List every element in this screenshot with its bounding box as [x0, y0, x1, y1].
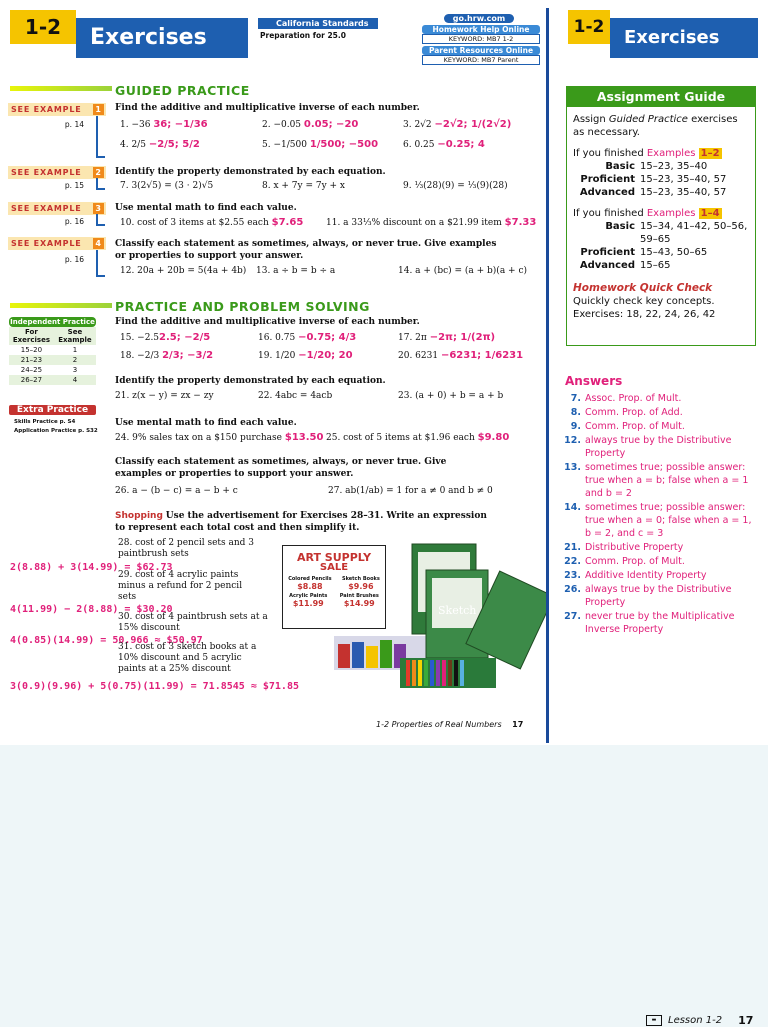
finish-text: If you finished	[573, 208, 647, 219]
footer-page-number: 17	[512, 720, 524, 729]
level-value: 15–23, 35–40	[640, 161, 708, 172]
finish-line-1	[573, 147, 749, 160]
answer-number: 22.	[564, 556, 581, 567]
level-label: Advanced	[579, 187, 635, 198]
parent-resources-link[interactable]: Parent Resources Online	[422, 46, 540, 55]
answer-text: sometimes true; possible answer: true when a = 0; false when a = 1, b = 2, and c = 3	[585, 502, 752, 539]
ip-col-header: See Example	[54, 327, 96, 345]
sidebar-lesson-badge: 1-2	[568, 10, 610, 44]
guided-section-bar	[10, 86, 112, 91]
ad-subtitle: SALE	[319, 562, 349, 573]
exercise-13: 13. a ÷ b = b ÷ a	[256, 266, 336, 276]
bracket	[96, 250, 105, 277]
example-number: 4	[93, 238, 104, 249]
exercise-19	[258, 350, 353, 361]
answer-text: Comm. Prop. of Mult.	[585, 421, 685, 432]
exercise-text: 18. −2/3	[120, 351, 160, 361]
paint-tube-blue	[352, 642, 364, 668]
level-row	[573, 246, 749, 259]
answer: −2√2; 1/(2√2)	[434, 119, 512, 130]
exercise-5	[262, 139, 378, 150]
ad-item	[289, 593, 327, 608]
exercise-31: 31. cost of 3 sketch books at a 10% discount and 5 acrylic paints at a 25% discount	[118, 642, 257, 674]
assignment-guide	[566, 86, 756, 346]
answer-text: always true by the Distributive Property	[585, 584, 732, 608]
parent-keyword: KEYWORD: MB7 Parent	[422, 55, 540, 65]
see-example-2	[8, 166, 106, 179]
practice-section-bar	[10, 303, 112, 308]
instruction: Find the additive and multiplicative inverse of each number.	[115, 317, 420, 327]
exercise-11	[326, 217, 536, 228]
independent-practice-heading: Independent Practice	[10, 318, 95, 326]
answer-number: 12.	[564, 435, 581, 446]
exercise-6	[403, 139, 485, 150]
pencil-pink	[442, 660, 446, 686]
answer: 0.05; −20	[303, 119, 359, 130]
intro-emphasis: Guided Practice	[608, 114, 688, 125]
example-number: 3	[93, 203, 104, 214]
see-example-label: SEE EXAMPLE	[11, 168, 82, 177]
examples-link[interactable]: Examples	[646, 208, 696, 219]
exercise-text: 11. a 33⅓% discount on a $21.99 item	[326, 218, 502, 228]
finish-line-2	[573, 207, 749, 220]
answer-item	[565, 583, 755, 609]
exercise-10	[120, 217, 303, 228]
exercise-text: 2. −0.05	[262, 120, 302, 130]
answers-heading: Answers	[565, 374, 623, 388]
level-label: Advanced	[579, 260, 635, 271]
see-example-label: SEE EXAMPLE	[11, 239, 82, 248]
answer-item	[565, 406, 755, 419]
level-row	[573, 259, 749, 272]
exercise-text: 25. cost of 5 items at $1.96 each	[326, 433, 475, 443]
see-example-label: SEE EXAMPLE	[11, 105, 82, 114]
exercise-25	[326, 432, 509, 443]
example-page-ref: p. 14	[64, 120, 84, 129]
pencil-yellow	[418, 660, 422, 686]
ip-cell: 1	[72, 346, 78, 354]
level-value: 15–23, 35–40, 57	[640, 174, 727, 185]
answer: −2π; 1/(2π)	[429, 332, 496, 343]
ad-item-price: $9.96	[348, 582, 374, 591]
answer-text: Comm. Prop. of Add.	[585, 407, 683, 418]
exercise-28: 28. cost of 2 pencil sets and 3 paintbrush sets	[118, 538, 255, 559]
examples-range: 1–4	[700, 208, 720, 219]
answer-number: 21.	[564, 542, 581, 553]
exercise-text: 20. 6231	[398, 351, 439, 361]
exercise-text: 15. −2.5	[120, 333, 160, 343]
answer: 2.5; −2/5	[159, 332, 211, 343]
instruction: Use mental math to find each value.	[115, 203, 297, 213]
exercise-21: 21. z(x − y) = zx − zy	[115, 391, 214, 401]
instruction: Use mental math to find each value.	[115, 418, 297, 428]
paint-tube-yellow	[366, 646, 378, 668]
exercise-30: 30. cost of 4 paintbrush sets at a 15% discount	[118, 612, 268, 633]
example-page-ref: p. 16	[64, 217, 84, 226]
answer-29: 4(11.99) − 2(8.88) = $30.20	[10, 604, 173, 615]
instruction: Identify the property demonstrated by each equation.	[115, 376, 386, 386]
standards-label: California Standards	[258, 18, 378, 29]
level-row	[573, 186, 749, 199]
exercise-2	[262, 119, 358, 130]
level-value: 15–23, 35–40, 57	[640, 187, 727, 198]
homework-help-link[interactable]: Homework Help Online	[422, 25, 540, 34]
ip-cell: 15–20	[20, 346, 43, 354]
answer-item	[565, 610, 755, 636]
answer-number: 14.	[564, 502, 581, 513]
answer: $7.33	[504, 217, 537, 228]
skills-practice-ref: Skills Practice p. S4	[14, 419, 76, 425]
exercise-14: 14. a + (bc) = (a + b)(a + c)	[398, 266, 527, 276]
extra-practice-badge: Extra Practice	[9, 405, 96, 415]
answer: −1/20; 20	[298, 350, 353, 361]
exercise-16	[258, 332, 356, 343]
exercise-text: 5. −1/500	[262, 140, 307, 150]
answer-number: 13.	[564, 462, 581, 473]
answer-number: 26.	[564, 584, 581, 595]
shopping-label: Shopping	[115, 511, 163, 521]
answer-item	[565, 541, 755, 554]
application-practice-ref: Application Practice p. S32	[14, 428, 98, 434]
exercise-8: 8. x + 7y = 7y + x	[262, 181, 346, 191]
exercise-text: 17. 2π	[398, 333, 427, 343]
sidebar-exercises-title: Exercises	[610, 18, 758, 58]
practice-heading: PRACTICE AND PROBLEM SOLVING	[115, 299, 370, 314]
finish-text: If you finished	[573, 148, 647, 159]
hqc-exercises: Exercises: 18, 22, 24, 26, 42	[573, 309, 716, 320]
web-logo[interactable]: go.hrw.com	[444, 14, 514, 23]
ad-item-name: Sketch Books	[341, 576, 380, 582]
lesson-box-icon: ▬	[646, 1015, 662, 1026]
independent-practice-table	[9, 317, 96, 385]
answer-text: Comm. Prop. of Mult.	[585, 556, 685, 567]
pencil-purple	[436, 660, 440, 686]
ad-title: ART SUPPLY	[296, 551, 372, 564]
footer-page-number-right: 17	[738, 1014, 754, 1027]
answer-number: 27.	[564, 611, 581, 622]
paint-tube-red	[338, 644, 350, 668]
exercise-17	[398, 332, 495, 343]
exercise-20	[398, 350, 523, 361]
answer-text: never true by the Multiplicative Inverse Property	[585, 611, 735, 635]
example-number: 1	[93, 104, 104, 115]
example-number: 2	[93, 167, 104, 178]
sketchbook-front-cover	[432, 578, 482, 628]
ad-item	[288, 576, 331, 591]
exercise-7: 7. 3(2√5) = (3 · 2)√5	[120, 181, 214, 191]
footer-lesson-title: 1-2 Properties of Real Numbers	[376, 720, 502, 729]
examples-link[interactable]: Examples	[646, 148, 696, 159]
level-label: Proficient	[580, 174, 635, 185]
answer-28: 2(8.88) + 3(14.99) = $62.73	[10, 562, 173, 573]
bracket	[96, 116, 105, 158]
instruction: Classify each statement as sometimes, always, or never true. Give examples or properties to support your answer.	[115, 239, 497, 261]
answer-number: 9.	[570, 421, 581, 432]
answer-text: Assoc. Prop. of Mult.	[585, 393, 682, 404]
pencil-brown	[448, 660, 452, 686]
hqc-text: Quickly check key concepts.	[573, 296, 715, 307]
exercise-text: 6. 0.25	[403, 140, 435, 150]
answer-number: 23.	[564, 570, 581, 581]
answers-list	[565, 392, 755, 637]
assignment-guide-heading: Assignment Guide	[567, 87, 755, 107]
answer: −0.75; 4/3	[298, 332, 357, 343]
ad-item-name: Colored Pencils	[288, 576, 332, 582]
answer: $7.65	[271, 217, 304, 228]
exercise-12: 12. 20a + 20b = 5(4a + 4b)	[120, 266, 247, 276]
see-example-1	[8, 103, 106, 116]
exercise-26: 26. a − (b − c) = a − b + c	[115, 486, 238, 496]
ad-item-name: Acrylic Paints	[289, 593, 328, 599]
intro-text: exercises as necessary.	[573, 114, 738, 138]
instruction: Identify the property demonstrated by each equation.	[115, 167, 386, 177]
footer-lesson-label: Lesson 1-2	[668, 1015, 723, 1026]
answer-text: Additive Identity Property	[585, 570, 707, 581]
standards-text: Preparation for 25.0	[260, 31, 346, 40]
ad-item-name: Paint Brushes	[339, 593, 379, 599]
exercise-18	[120, 350, 213, 361]
see-example-3	[8, 202, 106, 215]
level-label: Basic	[605, 161, 635, 172]
exercise-15	[120, 332, 210, 343]
page-footer-right	[646, 1014, 753, 1027]
level-row	[573, 160, 749, 173]
exercises-title: Exercises	[76, 18, 248, 58]
answer-item	[565, 555, 755, 568]
column-divider	[546, 8, 549, 743]
paint-tube-green	[380, 640, 392, 668]
answer-item	[565, 392, 755, 405]
ip-cell: 26–27	[9, 375, 54, 385]
ip-cell: 24–25	[20, 366, 43, 374]
answer: −2/5; 5/2	[148, 139, 200, 150]
online-resources	[422, 14, 540, 65]
exercise-text: 16. 0.75	[258, 333, 296, 343]
exercise-text: 3. 2√2	[403, 120, 432, 130]
answer-text: always true by the Distributive Property	[585, 435, 732, 459]
answer-30: 4(0.85)(14.99) = 50.966 ≈ $50.97	[10, 635, 203, 646]
answer-item	[565, 501, 755, 540]
exercise-9: 9. ⅓(28)(9) = ⅓(9)(28)	[403, 181, 508, 191]
ip-table	[9, 327, 96, 385]
exercise-text: 4. 2/5	[120, 140, 146, 150]
page-footer-left	[376, 720, 523, 729]
level-row	[573, 173, 749, 186]
guide-intro	[573, 113, 749, 139]
pencil-orange	[412, 660, 416, 686]
exercise-4	[120, 139, 200, 150]
ip-cell: 4	[54, 375, 96, 385]
answer: −0.25; 4	[437, 139, 485, 150]
bracket	[96, 178, 105, 190]
level-value: 15–34, 41–42, 50–56, 59–65	[640, 221, 748, 245]
answer-text: Distributive Property	[585, 542, 684, 553]
level-label: Basic	[605, 221, 635, 232]
examples-range: 1–2	[700, 148, 720, 159]
homework-keyword: KEYWORD: MB7 1-2	[422, 34, 540, 44]
exercise-24	[115, 432, 323, 443]
answer-item	[565, 434, 755, 460]
level-value: 15–65	[640, 260, 671, 271]
exercise-1	[120, 119, 208, 130]
bracket	[96, 214, 105, 226]
ip-col-header: For Exercises	[9, 327, 54, 345]
ad-item-price: $11.99	[292, 599, 324, 608]
answer: $13.50	[284, 432, 324, 443]
ip-cell: 21–23	[9, 355, 54, 365]
see-example-label: SEE EXAMPLE	[11, 204, 82, 213]
shopping-text: Use the advertisement for Exercises 28–31. Write an expression to represent each total cost and then simplify it.	[115, 511, 487, 533]
ip-cell: 2	[54, 355, 96, 365]
ad-item-price: $14.99	[343, 599, 375, 608]
level-row	[573, 220, 749, 246]
answer-item	[565, 420, 755, 433]
level-value: 15–43, 50–65	[640, 247, 708, 258]
california-standards-box	[258, 18, 378, 42]
answer: 2/3; −3/2	[162, 350, 214, 361]
answer-number: 8.	[570, 407, 581, 418]
example-page-ref: p. 15	[64, 181, 84, 190]
instruction: Classify each statement as sometimes, always, or never true. Give examples or properties to support your answer.	[115, 457, 447, 479]
shopping-instruction	[115, 510, 495, 534]
answer: −6231; 1/6231	[440, 350, 524, 361]
level-label: Proficient	[580, 247, 635, 258]
exercise-text: 10. cost of 3 items at $2.55 each	[120, 218, 269, 228]
pencil-black	[454, 660, 458, 686]
assignment-guide-body	[567, 107, 755, 321]
example-page-ref: p. 16	[64, 255, 84, 264]
lesson-number-badge: 1-2	[10, 10, 76, 44]
pencil-sky	[460, 660, 464, 686]
exercise-text: 1. −36	[120, 120, 151, 130]
instruction: Find the additive and multiplicative inverse of each number.	[115, 103, 420, 113]
ad-item-price: $8.88	[297, 582, 323, 591]
pencil-blue	[430, 660, 434, 686]
exercise-text: 24. 9% sales tax on a $150 purchase	[115, 433, 282, 443]
answer: 36; −1/36	[153, 119, 208, 130]
answer-item	[565, 569, 755, 582]
intro-text: Assign	[573, 114, 609, 125]
ip-cell: 3	[72, 366, 78, 374]
answer-item	[565, 461, 755, 500]
answer: $9.80	[477, 432, 510, 443]
pencil-green	[424, 660, 428, 686]
answer-number: 7.	[570, 393, 581, 404]
exercise-22: 22. 4abc = 4acb	[258, 391, 333, 401]
exercise-27: 27. ab(1/ab) = 1 for a ≠ 0 and b ≠ 0	[328, 486, 493, 496]
homework-quick-check-heading: Homework Quick Check	[573, 282, 713, 294]
exercise-3	[403, 119, 511, 130]
answer: 1/500; −500	[309, 139, 379, 150]
exercise-29: 29. cost of 4 acrylic paints minus a refund for 2 pencil sets	[118, 570, 243, 602]
sketchbook-label: Sketch	[438, 604, 477, 617]
answer-31: 3(0.9)(9.96) + 5(0.75)(11.99) = 71.8545 ≈ $71.85	[10, 681, 299, 692]
exercise-text: 19. 1/20	[258, 351, 296, 361]
art-supplies-photo	[330, 540, 546, 700]
answer-text: sometimes true; possible answer: true when a = b; false when a = 1 and b = 2	[585, 462, 749, 499]
pencil-red	[406, 660, 410, 686]
exercise-23: 23. (a + 0) + b = a + b	[398, 391, 504, 401]
guided-practice-heading: GUIDED PRACTICE	[115, 83, 250, 98]
see-example-4	[8, 237, 106, 250]
